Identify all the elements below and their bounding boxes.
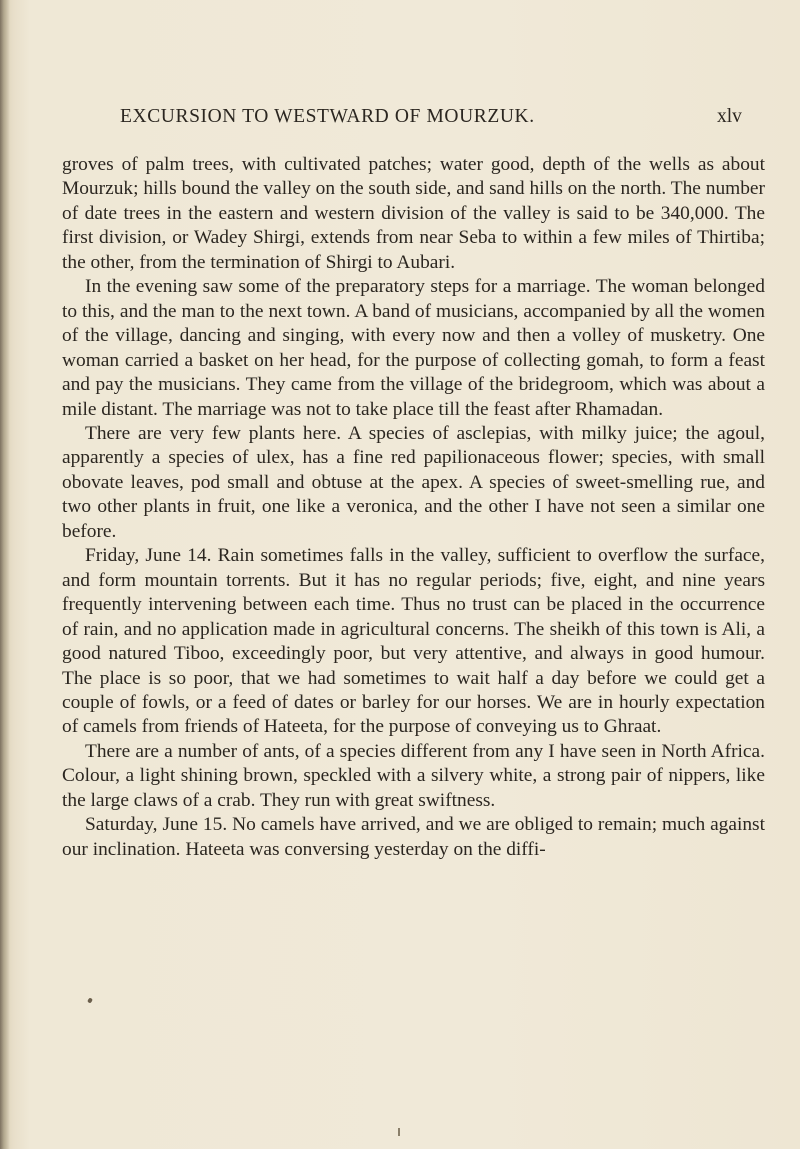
running-head [0,106,800,130]
body-text [62,153,765,862]
paragraph-ants: There are a number of ants, of a species different from any I have seen in North Africa. Colour, a light shining brown, speckled with a silvery white, a strong pair of nippers, like the large claws of a crab. They run with great swiftness. [62,740,765,811]
paragraph-marriage: In the evening saw some of the preparatory steps for a marriage. The woman belonged to this, and the man to the next town. A band of musicians, accompanied by all the women of the village, dancing and singing, with every now and then a volley of musketry. One woman carried a basket on her head, for the purpose of collecting gomah, to form a feast and pay the musicians. They came from the village of the bridegroom, which was about a mile distant. The marriage was not to take place till the feast after Rhamadan. [62,276,765,420]
ink-speck [398,1128,400,1136]
paragraph-continued: groves of palm trees, with cultivated patches; water good, depth of the wells as about Mourzuk; hills bound the valley on the south side, and sand hills on the north. The number of date trees in the eastern and western division of the valley is said to be 340,000. The first division, or Wadey Shirgi, extends from near Seba to within a few miles of Thirtiba; the other, from the termination of Shirgi to Aubari. [62,154,765,273]
paragraph-saturday: Saturday, June 15. No camels have arrived, and we are obliged to remain; much against our inclination. Hateeta was conversing yesterday on the diffi- [62,814,765,860]
paragraph-friday: Friday, June 14. Rain sometimes falls in the valley, sufficient to overflow the surface, and form mountain torrents. But it has no regular periods; five, eight, and nine years frequently intervening between each time. Thus no trust can be placed in the occurrence of rain, and no application made in agricultural concerns. The sheikh of this town is Ali, a good natured Tiboo, exceedingly poor, but very attentive, and always in good humour. The place is so poor, that we had sometimes to wait half a day before we could get a couple of fowls, or a feed of dates or barley for our horses. We are in hourly expectation of camels from friends of Hateeta, for the purpose of conveying us to Ghraat. [62,545,765,738]
ink-speck [87,997,93,1003]
binding-gutter [0,0,10,1149]
paragraph-plants: There are very few plants here. A species of asclepias, with milky juice; the agoul, apparently a species of ulex, has a fine red papilionaceous flower; species, with small obovate leaves, pod small and obtuse at the apex. A species of sweet-smelling rue, and two other plants in fruit, one like a veronica, and the other I have not seen a similar one before. [62,422,765,542]
running-head-title: EXCURSION TO WESTWARD OF MOURZUK. [120,106,535,127]
page-number: xlv [717,106,742,127]
